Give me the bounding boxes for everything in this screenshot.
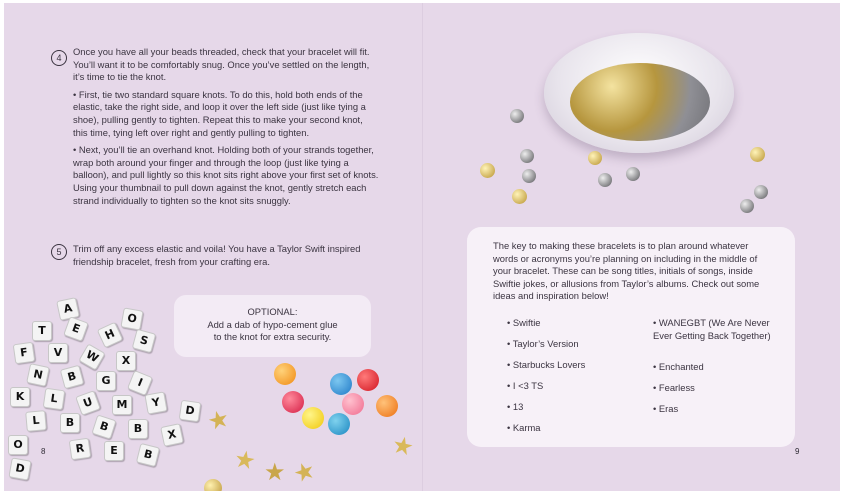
letter-bead: X	[160, 423, 184, 447]
idea-item: • Fearless	[653, 382, 777, 403]
letter-bead: A	[56, 297, 80, 321]
step-5-text: Trim off any excess elastic and voila! You have a Taylor Swift inspired friendship bracelet, fresh from your crafting era.	[73, 243, 361, 267]
letter-bead: B	[128, 419, 148, 439]
letter-bead: L	[25, 410, 47, 432]
gold-bead	[480, 163, 495, 178]
idea-item: • Karma	[507, 422, 637, 443]
letter-bead: R	[69, 438, 92, 461]
bowl-beads	[570, 63, 710, 141]
idea-item: • Swiftie	[507, 317, 637, 338]
letter-bead: K	[10, 387, 30, 407]
star-icon: ★	[289, 456, 320, 489]
silver-bead	[520, 149, 534, 163]
letter-bead: D	[8, 457, 31, 480]
gold-bead	[588, 151, 602, 165]
silver-bead	[522, 169, 536, 183]
step-4-overhand-knot: • Next, you’ll tie an overhand knot. Holding both of your strands together, wrap both around your finger and through the loop (just like tying a balloon), and pull lightly so this knot sits right above your first set of knots. Using your thumbnail to pull down against the knot, gently stretch each strand individually to tighten so the knot sits snuggly.	[73, 144, 379, 206]
red-bead	[282, 391, 304, 413]
idea-item: • WANEGBT (We Are Never Ever Getting Back Together)	[653, 317, 777, 361]
yellow-bead	[302, 407, 324, 429]
star-icon: ★	[204, 404, 233, 437]
step-4-number: 4	[51, 50, 67, 66]
silver-bead	[510, 109, 524, 123]
optional-line-2: to the knot for extra security.	[213, 331, 332, 342]
step-4	[73, 46, 379, 212]
letter-bead: U	[75, 390, 101, 416]
pink-bead	[342, 393, 364, 415]
silver-bead	[626, 167, 640, 181]
silver-bead	[754, 185, 768, 199]
idea-item: • Eras	[653, 403, 777, 424]
page-number-right: 9	[795, 447, 800, 456]
orange-bead	[274, 363, 296, 385]
red-bead	[357, 369, 379, 391]
star-icon: ★	[264, 459, 286, 486]
silver-bead	[740, 199, 754, 213]
idea-item: • Enchanted	[653, 361, 777, 382]
letter-bead: B	[136, 443, 160, 467]
letter-bead: E	[104, 441, 124, 461]
orange-bead	[376, 395, 398, 417]
letter-bead: O	[8, 435, 28, 455]
letter-bead: B	[60, 365, 84, 389]
step-4-intro: Once you have all your beads threaded, check that your bracelet will fit. You’ll want it to be comfortably snug. Once you’ve settled on the length, it’s time to tie the knot.	[73, 46, 370, 83]
letter-bead: G	[96, 371, 116, 391]
letter-bead: V	[48, 343, 68, 363]
optional-line-1: Add a dab of hypo-cement glue	[207, 318, 338, 330]
letter-bead: I	[127, 370, 153, 396]
letter-bead: X	[116, 351, 136, 371]
step-4-square-knots: • First, tie two standard square knots. To do this, hold both ends of the elastic, take the right side, and loop it over the left side (just like tying a shoe), pulling gently to tighten. Repeat this to make your second knot, this time, tying left over right and gently pulling to tighten.	[73, 88, 366, 138]
letter-bead: F	[13, 342, 36, 365]
idea-item: • Taylor’s Version	[507, 338, 637, 359]
gold-bead	[204, 479, 222, 491]
ideas-intro: The key to making these bracelets is to plan around whatever words or acronyms you’re planning on including in the middle of your bracelet. These can be song titles, initials of songs, inside Swiftie jokes, or allusions from Taylor’s albums. Check out some ideas and inspiration below!	[493, 240, 760, 302]
letter-bead: S	[132, 329, 156, 353]
blue-bead	[330, 373, 352, 395]
letter-bead: T	[32, 321, 52, 341]
gold-bead	[512, 189, 527, 204]
star-icon: ★	[389, 431, 417, 462]
silver-bead	[598, 173, 612, 187]
star-icon: ★	[231, 445, 258, 476]
optional-title: OPTIONAL:	[247, 306, 298, 317]
letter-bead: B	[60, 413, 80, 433]
book-spread	[4, 3, 840, 491]
letter-bead: D	[179, 400, 202, 423]
letter-bead: O	[120, 307, 143, 330]
step-5-number: 5	[51, 244, 67, 260]
ideas-list-left	[507, 317, 637, 443]
idea-item: • I <3 TS	[507, 380, 637, 401]
optional-tip-box	[174, 295, 371, 357]
letter-bead: M	[112, 395, 132, 415]
letter-bead: E	[63, 316, 89, 342]
idea-item: • 13	[507, 401, 637, 422]
letter-bead: N	[26, 363, 50, 387]
letter-bead: Y	[144, 391, 167, 414]
step-5	[73, 243, 379, 273]
idea-item: • Starbucks Lovers	[507, 359, 637, 380]
letter-bead: B	[91, 414, 116, 439]
letter-bead: H	[97, 322, 124, 349]
page-number-left: 8	[41, 447, 46, 456]
blue-bead	[328, 413, 350, 435]
ideas-list-right	[653, 317, 777, 424]
ideas-card	[467, 227, 795, 447]
page-gutter	[422, 3, 423, 491]
letter-bead: W	[78, 343, 105, 370]
gold-bead	[750, 147, 765, 162]
letter-bead: L	[43, 388, 66, 411]
